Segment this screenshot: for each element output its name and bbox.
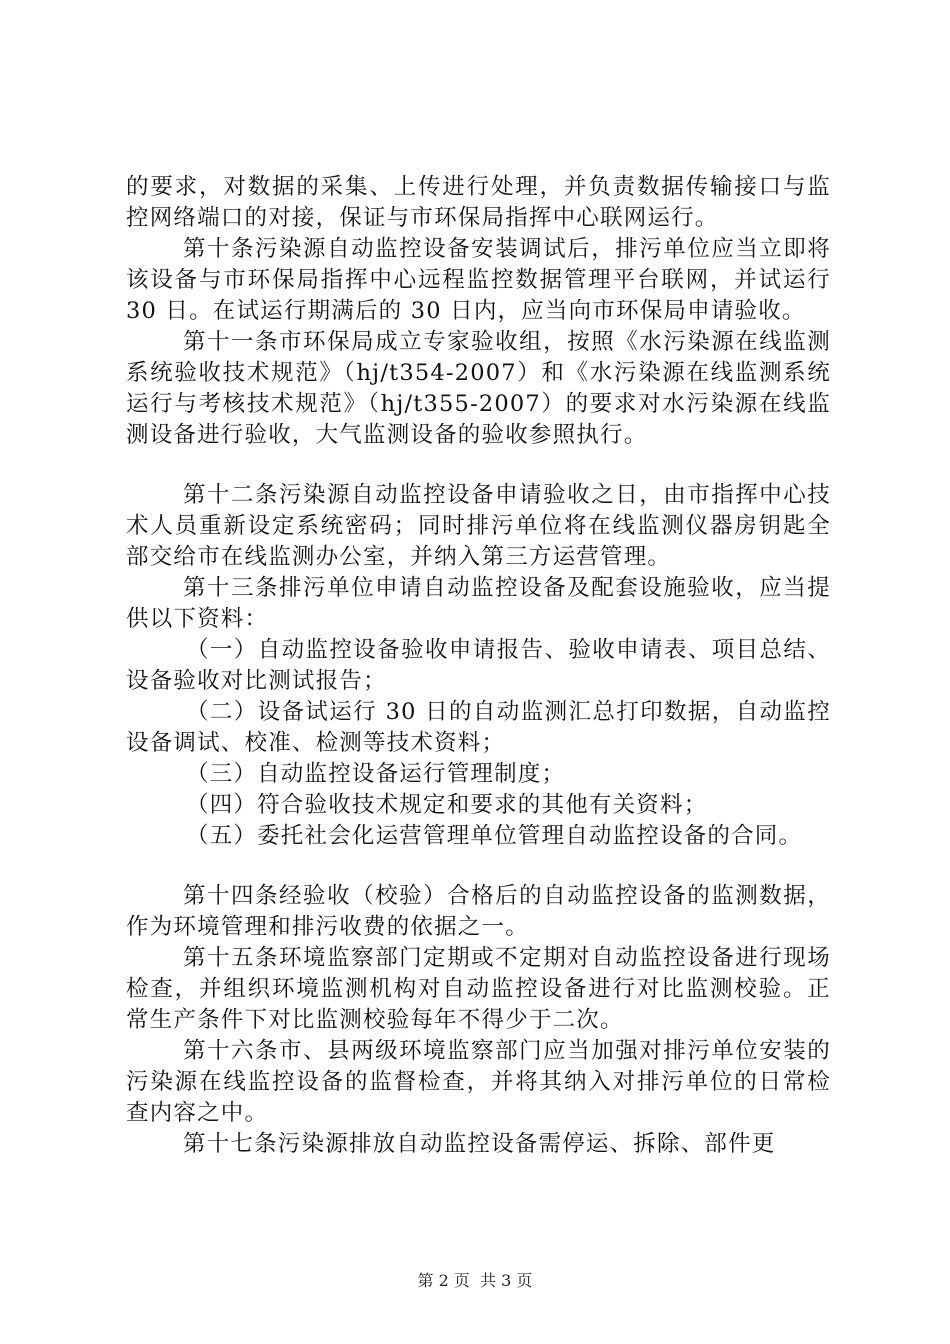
list-item-4: （四）符合验收技术规定和要求的其他有关资料； (186, 792, 708, 818)
paragraph-article-13: 第十三条排污单位申请自动监控设备及配套设施验收，应当提供以下资料： (126, 575, 831, 632)
document-body (126, 172, 831, 1160)
paragraph-continuation: 的要求，对数据的采集、上传进行处理，并负责数据传输接口与监控网络端口的对接，保证与市环保局指挥中心联网运行。 (126, 174, 831, 231)
list-item-5: （五）委托社会化运营管理单位管理自动监控设备的合同。 (186, 823, 803, 849)
paragraph-article-14: 第十四条经验收（校验）合格后的自动监控设备的监测数据，作为环境管理和排污收费的依据之一。 (126, 883, 831, 940)
paragraph-article-12: 第十二条污染源自动监控设备申请验收之日，由市指挥中心技术人员重新设定系统密码；同时排污单位将在线监测仪器房钥匙全部交给市在线监测办公室，并纳入第三方运营管理。 (126, 482, 831, 570)
paragraph-article-10: 第十条污染源自动监控设备安装调试后，排污单位应当立即将该设备与市环保局指挥中心远程监控数据管理平台联网，并试运行 30 日。在试运行期满后的 30 日内，应当向市环保局申请验收。 (126, 236, 831, 324)
paragraph-article-17: 第十七条污染源排放自动监控设备需停运、拆除、部件更 (183, 1131, 776, 1157)
list-item-2: （二）设备试运行 30 日的自动监测汇总打印数据，自动监控设备调试、校准、检测等技术资料； (126, 699, 831, 756)
paragraph-article-16: 第十六条市、县两级环境监察部门应当加强对排污单位安装的污染源在线监控设备的监督检查，并将其纳入对排污单位的日常检查内容之中。 (126, 1038, 831, 1126)
page-number-footer: 第 2 页 共 3 页 (417, 1271, 533, 1290)
list-item-1: （一）自动监控设备验收申请报告、验收申请表、项目总结、设备验收对比测试报告； (126, 637, 831, 694)
paragraph-article-15: 第十五条环境监察部门定期或不定期对自动监控设备进行现场检查，并组织环境监测机构对自动监控设备进行对比监测校验。正常生产条件下对比监测校验每年不得少于二次。 (126, 945, 831, 1033)
list-item-3: （三）自动监控设备运行管理制度； (186, 761, 566, 787)
paragraph-article-11: 第十一条市环保局成立专家验收组，按照《水污染源在线监测系统验收技术规范》（hj/t354-2007）和《水污染源在线监测系统运行与考核技术规范》（hj/t355-2007）的要求对水污染源在线监测设备进行验收，大气监测设备的验收参照执行。 (126, 329, 831, 448)
